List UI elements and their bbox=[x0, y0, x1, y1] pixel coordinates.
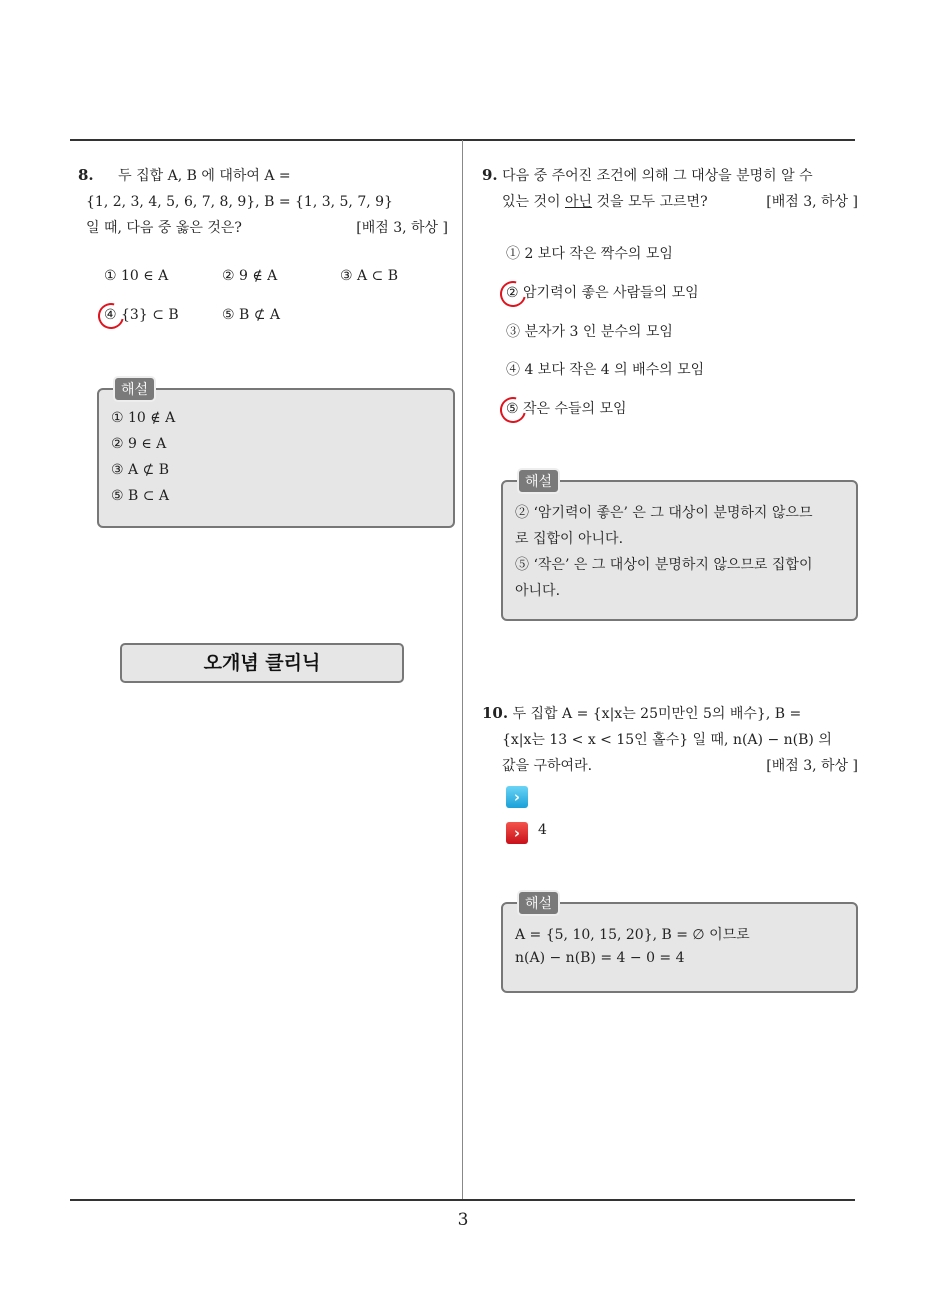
answer-circle-icon bbox=[495, 392, 531, 428]
q9-option-5[interactable]: ⑤ 작은 수들의 모임 bbox=[506, 398, 627, 418]
q8-expl-line: ② 9 ∈ A bbox=[111, 436, 167, 452]
q8-expl-line: ① 10 ∉ A bbox=[111, 410, 176, 426]
q9-line1: 9. 다음 중 주어진 조건에 의해 그 대상을 분명히 알 수 bbox=[482, 166, 813, 184]
q9-explanation-label: 해설 bbox=[517, 468, 560, 494]
answer-circle-icon bbox=[93, 298, 129, 334]
q10-expl-line: A = {5, 10, 15, 20}, B = ∅ 이므로 bbox=[515, 927, 750, 943]
question-10 bbox=[482, 700, 858, 779]
q10-number: 10. bbox=[482, 704, 509, 722]
q8-option-4[interactable]: ④ {3} ⊂ B bbox=[104, 307, 179, 323]
chevron-right-icon[interactable]: › bbox=[506, 822, 528, 844]
q8-line2: {1, 2, 3, 4, 5, 6, 7, 8, 9}, B = {1, 3, 5, 7, 9} bbox=[86, 194, 393, 210]
q9-option-3[interactable]: ③ 분자가 3 인 분수의 모임 bbox=[506, 324, 673, 340]
q10-explanation-label: 해설 bbox=[517, 890, 560, 916]
q10-line1: 10. 두 집합 A = {x|x는 25미만인 5의 배수}, B = bbox=[482, 704, 802, 722]
question-9 bbox=[482, 162, 858, 215]
q8-line1: 8. 두 집합 A, B 에 대하여 A = bbox=[78, 166, 291, 184]
q10-line2: {x|x는 13 < x < 15인 홀수} 일 때, n(A) − n(B) 의 bbox=[502, 732, 832, 748]
bottom-rule bbox=[70, 1199, 855, 1201]
q8-explanation-box bbox=[97, 382, 455, 528]
q9-expl-line: 로 집합이 아니다. bbox=[515, 531, 624, 547]
q8-option-2[interactable]: ② 9 ∉ A bbox=[222, 268, 278, 284]
q8-number: 8. bbox=[78, 166, 94, 184]
q8-line3: 일 때, 다음 중 옳은 것은? [배점 3, 하상 ] bbox=[78, 215, 448, 241]
q8-option-5[interactable]: ⑤ B ⊄ A bbox=[222, 307, 281, 323]
question-8 bbox=[78, 162, 448, 241]
q10-answer: 4 bbox=[538, 822, 547, 838]
chevron-right-icon[interactable]: › bbox=[506, 786, 528, 808]
q8-expl-line: ⑤ B ⊂ A bbox=[111, 488, 170, 504]
q9-expl-line: ⑤ ‘작은’ 은 그 대상이 분명하지 않으므로 집합이 bbox=[515, 557, 813, 573]
q10-expl-line: n(A) − n(B) = 4 − 0 = 4 bbox=[515, 950, 685, 966]
page-number: 3 bbox=[457, 1210, 469, 1230]
answer-circle-icon bbox=[495, 276, 531, 312]
column-divider bbox=[462, 140, 463, 1200]
q9-expl-line: ② ‘암기력이 좋은’ 은 그 대상이 분명하지 않으므 bbox=[515, 505, 813, 521]
q9-option-2[interactable]: ② 암기력이 좋은 사람들의 모임 bbox=[506, 282, 699, 302]
clinic-button[interactable]: 오개념 클리닉 bbox=[120, 643, 404, 683]
q9-expl-line: 아니다. bbox=[515, 583, 561, 599]
q9-option-1[interactable]: ① 2 보다 작은 짝수의 모임 bbox=[506, 246, 673, 262]
q9-option-4[interactable]: ④ 4 보다 작은 4 의 배수의 모임 bbox=[506, 362, 705, 378]
q8-option-1[interactable]: ① 10 ∈ A bbox=[104, 268, 169, 284]
q8-explanation-label: 해설 bbox=[113, 376, 156, 402]
q8-expl-line: ③ A ⊄ B bbox=[111, 462, 170, 478]
q9-number: 9. bbox=[482, 166, 498, 184]
q8-score-tag: [배점 3, 하상 ] bbox=[356, 220, 448, 236]
q9-line2: 있는 것이 아닌 것을 모두 고르면? [배점 3, 하상 ] bbox=[482, 189, 858, 215]
q8-option-3[interactable]: ③ A ⊂ B bbox=[340, 268, 399, 284]
q9-explanation-box bbox=[501, 474, 858, 621]
q10-explanation-box bbox=[501, 896, 858, 993]
q10-score-tag: [배점 3, 하상 ] bbox=[766, 758, 858, 774]
q10-line3: 값을 구하여라. [배점 3, 하상 ] bbox=[482, 753, 858, 779]
q9-score-tag: [배점 3, 하상 ] bbox=[766, 194, 858, 210]
